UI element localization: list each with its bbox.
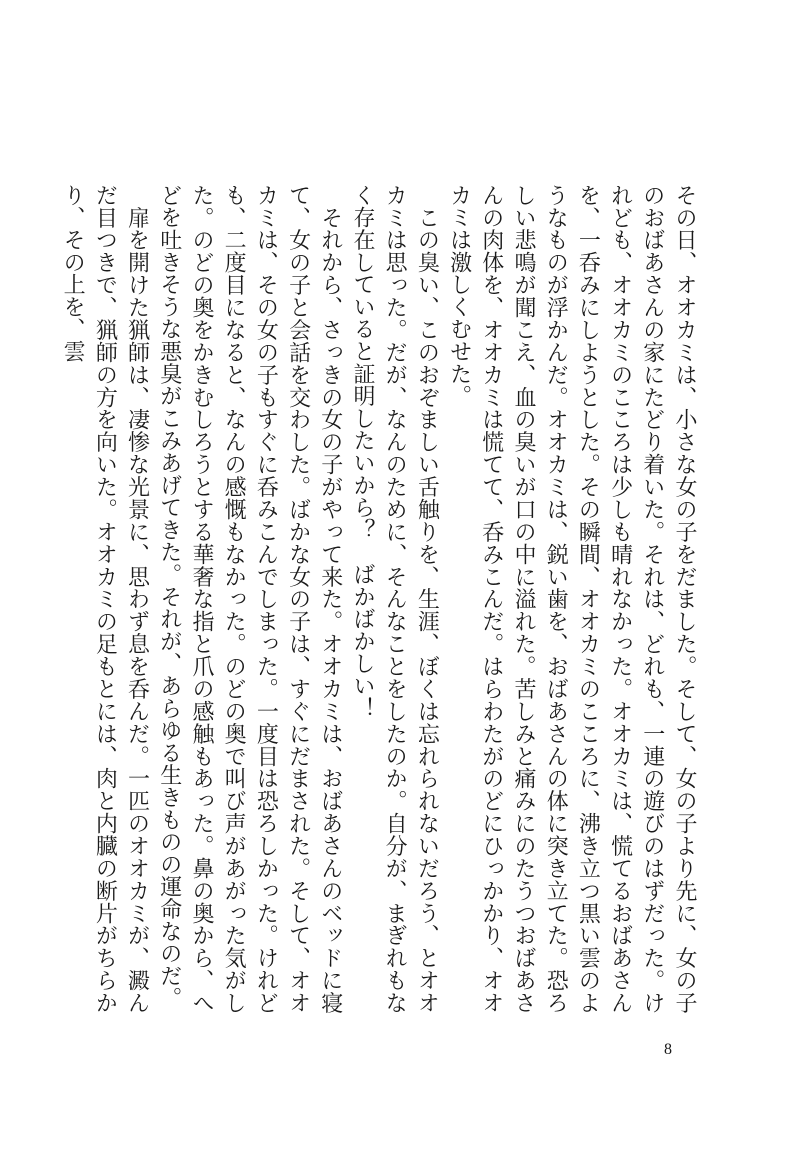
paragraph-1: その日、オオカミは、小さな女の子をだました。そして、女の子より先に、女の子のおばあさんの家にたどり着いた。それは、どれも、一連の遊びのはずだった。けれども、オオカミのこころは少しも晴れなかった。オオカミは、慌てるおばあさんを、一呑みにしようとした。その瞬間、オオカミのこころに、沸き立つ黒い雲のようなものが浮かんだ。オオカミは、鋭い歯を、おばあさんの体に突き立てた。恐ろしい悲鳴が聞こえ、血の臭いが口の中に溢れた。苦しみと痛みにのたうつおばあさんの肉体を、オオカミは慌てて、呑みこんだ。はらわたがのどにひっかかり、オオカミは激しくむせた。 [446, 184, 697, 1014]
paragraph-2: この臭い、このおぞましい舌触りを、生涯、ぼくは忘れられないだろう、とオオカミは思った。だが、なんのために、そんなことをしたのか。自分が、まぎれもなく存在していると証明したいから？ ばかばかしい！ [349, 184, 440, 1014]
page-number: 8 [664, 1041, 672, 1058]
vertical-text-body [60, 184, 700, 1014]
paragraph-4: 扉を開けた猟師は、凄惨な光景に、思わず息を呑んだ。一匹のオオカミが、澱んだ目つきで、猟師の方を向いた。オオカミの足もとには、肉と内臓の断片がちらかり、その上を、雲 [60, 184, 150, 1014]
paragraph-3: それから、さっきの女の子がやって来た。オオカミは、おばあさんのベッドに寝て、女の子と会話を交わした。ばかな女の子は、すぐにだまされた。そして、オオカミは、その女の子もすぐに呑みこんでしまった。一度目は恐ろしかった。けれども、二度目になると、なんの感慨もなかった。のどの奥で叫び声があがった気がした。のどの奥をかきむしろうとする華奢な指と爪の感触もあった。鼻の奥から、へどを吐きそうな悪臭がこみあげてきた。それが、あらゆる生きものの運命なのだ。 [156, 184, 343, 1014]
